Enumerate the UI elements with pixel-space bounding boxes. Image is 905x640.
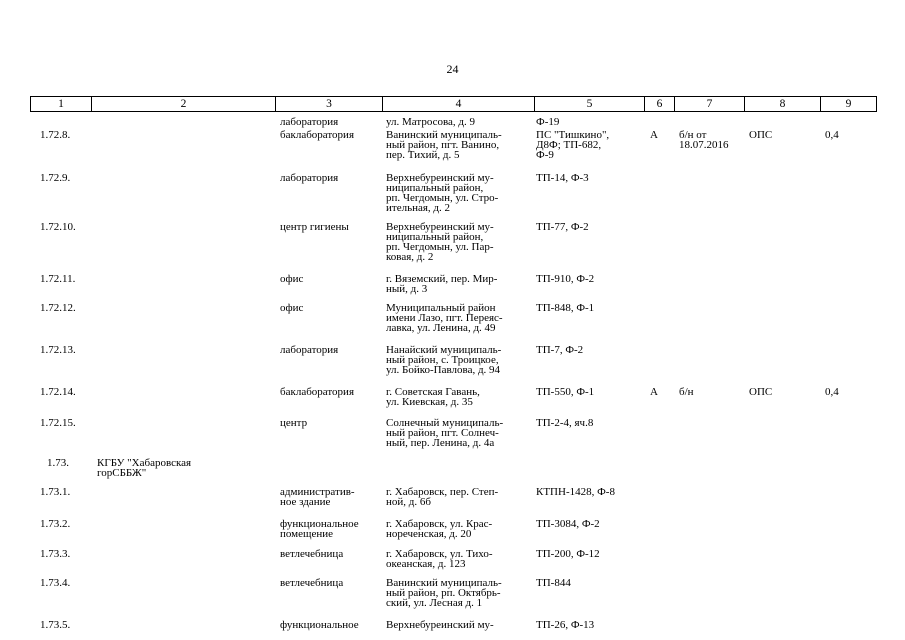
cell-address: г. Хабаровск, ул. Крас- нореченская, д. 20	[386, 518, 493, 540]
cell-organization-name	[91, 117, 275, 127]
cell-address: Солнечный муниципаль- ный район, пгт. Солнеч- ный, пер. Ленина, д. 4а	[386, 417, 504, 449]
cell-power-source	[534, 458, 644, 484]
cell-item-number: 1.72.11.	[40, 273, 76, 285]
cell-address	[382, 458, 534, 484]
cell-organization-name	[91, 418, 275, 455]
cell-power-source: ТП-848, Ф-1	[536, 302, 595, 314]
cell-power-source: ТП-77, Ф-2	[536, 221, 589, 233]
cell-address: Верхнебуреинский му- ниципальный район, рп. Чегдомын, ул. Стро- ительная, д. 2	[386, 172, 499, 214]
table-row	[30, 415, 876, 455]
cell-organization-name	[91, 620, 275, 634]
cell-address: Верхнебуреинский му-	[386, 619, 494, 631]
cell-document	[674, 345, 744, 384]
cell-item-number: 1.73.4.	[40, 577, 71, 589]
cell-item-number	[30, 117, 91, 127]
cell-protection-type	[744, 549, 820, 575]
cell-power-source: ТП-26, Ф-13	[536, 619, 595, 631]
cell-voltage: 0,4	[825, 129, 839, 141]
cell-protection-type	[744, 458, 820, 484]
table-row	[30, 575, 876, 617]
cell-voltage	[820, 173, 876, 219]
cell-category: А	[650, 386, 658, 398]
cell-voltage	[820, 303, 876, 342]
cell-organization-name	[91, 173, 275, 219]
cell-protection-type	[744, 487, 820, 516]
cell-protection-type	[744, 117, 820, 127]
cell-voltage	[820, 222, 876, 271]
table-row	[30, 516, 876, 546]
table-row	[30, 455, 876, 484]
cell-category	[644, 519, 674, 546]
cell-voltage	[820, 117, 876, 127]
cell-address: г. Советская Гавань, ул. Киевская, д. 35	[386, 386, 480, 408]
cell-power-source: Ф-19	[536, 116, 560, 128]
cell-document	[674, 117, 744, 127]
table-row	[30, 219, 876, 271]
table-row	[30, 300, 876, 342]
cell-item-number: 1.73.	[47, 457, 69, 469]
cell-object-name: центр	[280, 417, 308, 429]
cell-category	[644, 117, 674, 127]
cell-object-name: лаборатория	[280, 344, 339, 356]
cell-organization-name	[91, 274, 275, 300]
cell-address: г. Вяземский, пер. Мир- ный, д. 3	[386, 273, 498, 295]
cell-category	[644, 173, 674, 219]
cell-category	[644, 418, 674, 455]
cell-item-number: 1.72.10.	[40, 221, 76, 233]
cell-power-source: ТП-200, Ф-12	[536, 548, 600, 560]
cell-document	[674, 303, 744, 342]
cell-document	[674, 173, 744, 219]
cell-category	[644, 549, 674, 575]
cell-document	[674, 458, 744, 484]
column-number: 6	[645, 97, 675, 112]
cell-voltage	[820, 274, 876, 300]
cell-protection-type	[744, 345, 820, 384]
cell-address: Верхнебуреинский му- ниципальный район, рп. Чегдомын, ул. Пар- ковая, д. 2	[386, 221, 494, 263]
cell-object-name: офис	[280, 273, 304, 285]
cell-object-name: центр гигиены	[280, 221, 349, 233]
cell-object-name	[275, 458, 382, 484]
cell-protection-type	[744, 274, 820, 300]
cell-object-name: баклаборатория	[280, 129, 354, 141]
cell-document: б/н	[679, 386, 694, 398]
table-row	[30, 617, 876, 634]
cell-protection-type	[744, 173, 820, 219]
cell-power-source: ТП-550, Ф-1	[536, 386, 595, 398]
cell-object-name: лаборатория	[280, 172, 339, 184]
page-number: 24	[446, 62, 459, 76]
cell-category	[644, 620, 674, 634]
cell-organization-name	[91, 387, 275, 415]
cell-item-number: 1.73.1.	[40, 486, 71, 498]
table-row	[30, 384, 876, 415]
cell-address: г. Хабаровск, ул. Тихо- океанская, д. 123	[386, 548, 493, 570]
cell-organization-name	[91, 549, 275, 575]
cell-document	[674, 620, 744, 634]
table-row	[30, 546, 876, 575]
cell-power-source: КТПН-1428, Ф-8	[536, 486, 615, 498]
cell-power-source: ТП-3084, Ф-2	[536, 518, 600, 530]
cell-address: ул. Матросова, д. 9	[386, 116, 476, 128]
column-number: 3	[276, 97, 383, 112]
cell-power-source: ТП-2-4, яч.8	[536, 417, 594, 429]
table-row	[30, 170, 876, 219]
cell-organization-name	[91, 303, 275, 342]
cell-category	[644, 303, 674, 342]
cell-category	[644, 458, 674, 484]
cell-protection-type: ОПС	[749, 129, 773, 141]
cell-document	[674, 222, 744, 271]
column-number: 7	[675, 97, 745, 112]
cell-item-number: 1.73.5.	[40, 619, 71, 631]
cell-object-name: лаборатория	[280, 116, 339, 128]
cell-item-number: 1.73.2.	[40, 518, 71, 530]
cell-organization-name	[91, 345, 275, 384]
table-row	[30, 484, 876, 516]
cell-object-name: административ- ное здание	[280, 486, 355, 508]
table-row	[30, 342, 876, 384]
column-number-row	[31, 97, 877, 112]
cell-protection-type	[744, 303, 820, 342]
cell-category	[644, 222, 674, 271]
cell-address: Ванинский муниципаль- ный район, рп. Октябрь- ский, ул. Лесная д. 1	[386, 577, 502, 609]
cell-document	[674, 549, 744, 575]
column-header-table	[30, 96, 877, 112]
cell-voltage	[820, 578, 876, 617]
cell-protection-type	[744, 578, 820, 617]
cell-power-source: ТП-910, Ф-2	[536, 273, 595, 285]
cell-document	[674, 578, 744, 617]
cell-object-name: ветлечебница	[280, 548, 344, 560]
cell-power-source: ТП-7, Ф-2	[536, 344, 584, 356]
cell-voltage	[820, 620, 876, 634]
cell-protection-type	[744, 418, 820, 455]
cell-power-source: ПС "Тишкино", Д8Ф; ТП-682, Ф-9	[536, 129, 610, 161]
cell-category	[644, 345, 674, 384]
cell-voltage	[820, 549, 876, 575]
cell-item-number: 1.72.13.	[40, 344, 76, 356]
column-number: 8	[745, 97, 821, 112]
cell-document	[674, 274, 744, 300]
cell-object-name: функциональное	[280, 619, 359, 631]
cell-protection-type	[744, 519, 820, 546]
cell-item-number: 1.72.8.	[40, 129, 71, 141]
cell-address: г. Хабаровск, пер. Степ- ной, д. 6б	[386, 486, 499, 508]
cell-object-name: офис	[280, 302, 304, 314]
cell-organization-name	[91, 130, 275, 170]
cell-category	[644, 274, 674, 300]
cell-category: А	[650, 129, 658, 141]
cell-address: Нанайский муниципаль- ный район, с. Троицкое, ул. Бойко-Павлова, д. 94	[386, 344, 502, 376]
column-number: 9	[821, 97, 877, 112]
cell-item-number: 1.73.3.	[40, 548, 71, 560]
cell-category	[644, 487, 674, 516]
cell-voltage	[820, 418, 876, 455]
cell-object-name: ветлечебница	[280, 577, 344, 589]
cell-voltage	[820, 345, 876, 384]
cell-object-name: функциональное помещение	[280, 518, 359, 540]
cell-item-number: 1.72.9.	[40, 172, 71, 184]
cell-voltage	[820, 487, 876, 516]
cell-power-source: ТП-844	[536, 577, 571, 589]
column-number: 4	[383, 97, 535, 112]
cell-voltage	[820, 458, 876, 484]
cell-object-name: баклаборатория	[280, 386, 354, 398]
table-body	[30, 114, 876, 634]
table-row	[30, 127, 876, 170]
cell-power-source: ТП-14, Ф-3	[536, 172, 589, 184]
cell-item-number: 1.72.14.	[40, 386, 76, 398]
cell-document	[674, 418, 744, 455]
cell-item-number: 1.72.15.	[40, 417, 76, 429]
cell-organization-name	[91, 578, 275, 617]
cell-protection-type: ОПС	[749, 386, 773, 398]
cell-address: Муниципальный район имени Лазо, пгт. Переяс- лавка, ул. Ленина, д. 49	[386, 302, 503, 334]
cell-document	[674, 519, 744, 546]
cell-document: б/н от 18.07.2016	[679, 129, 729, 151]
cell-protection-type	[744, 620, 820, 634]
cell-organization-name	[91, 519, 275, 546]
table-row	[30, 114, 876, 127]
cell-document	[674, 487, 744, 516]
cell-voltage	[820, 519, 876, 546]
cell-organization-name	[91, 222, 275, 271]
cell-protection-type	[744, 222, 820, 271]
cell-organization-name	[91, 487, 275, 516]
column-number: 1	[31, 97, 92, 112]
table-row	[30, 271, 876, 300]
cell-item-number: 1.72.12.	[40, 302, 76, 314]
cell-address: Ванинский муниципаль- ный район, пгт. Ванино, пер. Тихий, д. 5	[386, 129, 502, 161]
cell-category	[644, 578, 674, 617]
cell-voltage: 0,4	[825, 386, 839, 398]
column-number: 5	[535, 97, 645, 112]
cell-organization-name: КГБУ "Хабаровская горСББЖ"	[97, 457, 192, 479]
column-number: 2	[92, 97, 276, 112]
